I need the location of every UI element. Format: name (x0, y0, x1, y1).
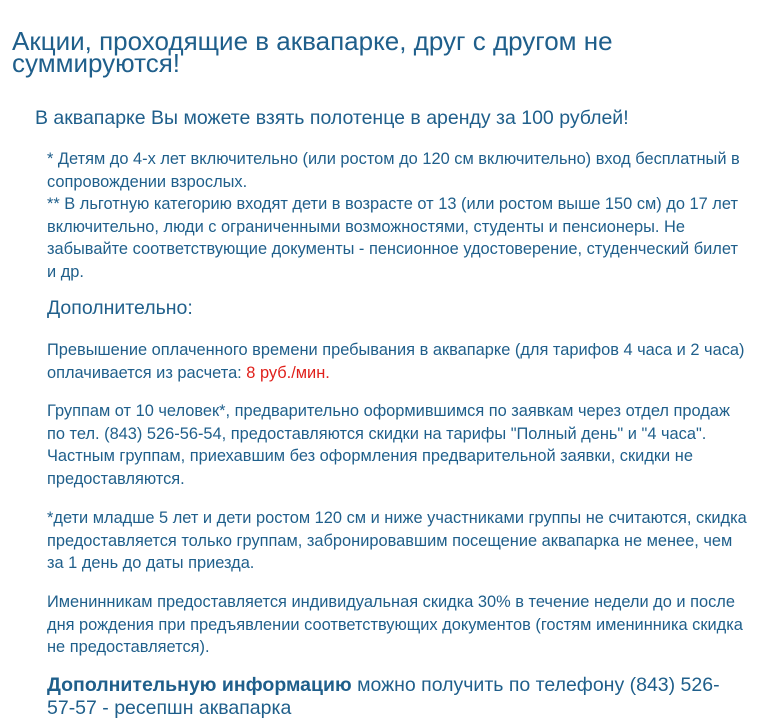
group-discount-paragraph: Группам от 10 человек*, предварительно оформившимся по заявкам через отдел продаж по тел. (843) 526-56-54, предоставляются скидки на тарифы "Полный день" и "4 часа". Частным группам, приехавшим без оформления предварительной заявки, скидки не предоставляются. (47, 402, 730, 488)
contact-info-bold: Дополнительную информацию (47, 674, 352, 696)
group-discount-note: *дети младше 5 лет и дети ростом 120 см и ниже участниками группы не считаются, скидка предоставляется только группам, забронировавшим посещение аквапарка не менее, чем за 1 день до даты приезда. (47, 509, 747, 572)
additional-heading: Дополнительно: (47, 297, 193, 319)
overtime-price: 8 руб./мин. (246, 363, 330, 382)
footnotes (47, 148, 747, 283)
contact-info (47, 674, 747, 720)
footnote-children: * Детям до 4-х лет включительно (или ростом до 120 см включительно) вход бесплатный в сопровождении взрослых. (47, 150, 740, 191)
footnote-discount-category: ** В льготную категорию входят дети в возрасте от 13 (или ростом выше 150 см) до 17 лет включительно, люди с ограниченными возможностями, студенты и пенсионеры. Не забывайте соответствующие документы - пенсионное удостоверение, студенческий билет и др. (47, 195, 738, 281)
overtime-paragraph (47, 339, 747, 384)
overtime-text: Превышение оплаченного времени пребывания в аквапарке (для тарифов 4 часа и 2 часа) оплачивается из расчета: (47, 341, 745, 382)
contact-info-text: можно получить по телефону (843) 526-57-57 - ресепшн аквапарка (47, 674, 720, 719)
page-heading: Акции, проходящие в аквапарке, друг с другом не суммируются! (12, 26, 613, 78)
towel-rental-notice: В аквапарке Вы можете взять полотенце в аренду за 100 рублей! (35, 107, 629, 129)
birthday-discount-paragraph: Именинникам предоставляется индивидуальная скидка 30% в течение недели до и после дня рождения при предъявлении соответствующих документов (гостям именинника скидка не предоставляется). (47, 593, 743, 656)
